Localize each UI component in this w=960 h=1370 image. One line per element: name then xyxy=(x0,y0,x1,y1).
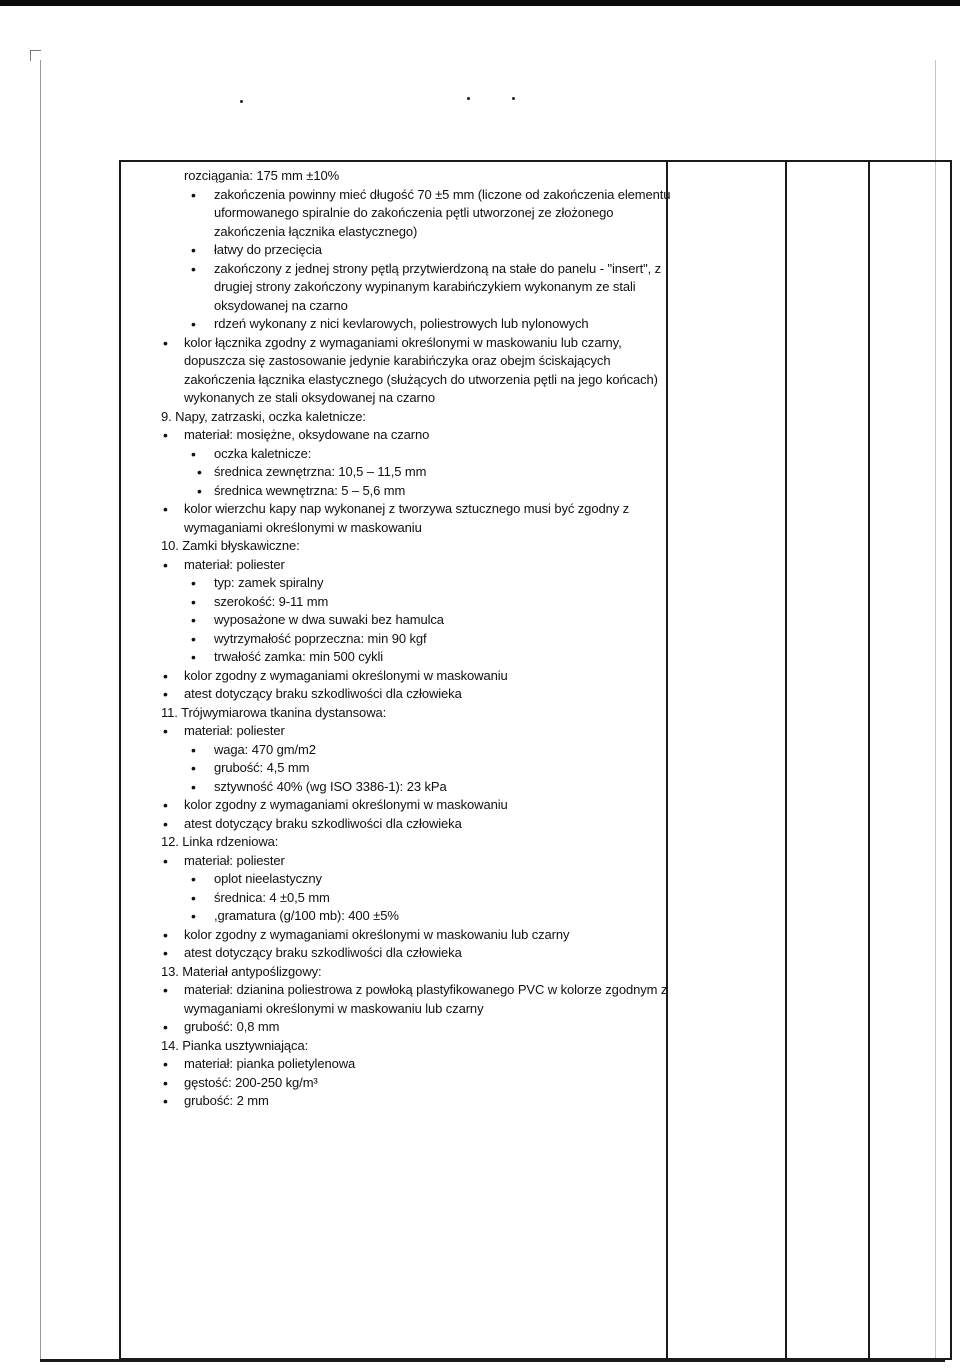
section-heading xyxy=(161,537,676,556)
section-number: 10. xyxy=(161,538,179,553)
section-number: 11. xyxy=(161,704,178,720)
list-item-text: średnica wewnętrzna: 5 – 5,6 mm xyxy=(214,482,406,498)
bullet-icon: • xyxy=(191,445,196,462)
list-item xyxy=(161,556,676,575)
list-item xyxy=(161,574,676,593)
bullet-icon: • xyxy=(163,815,168,832)
section-title: Trójwymiarowa tkanina dystansowa: xyxy=(181,704,387,720)
list-item xyxy=(161,981,676,1018)
section-heading xyxy=(161,833,676,852)
section-title: Linka rdzeniowa: xyxy=(182,834,279,849)
bullet-icon: • xyxy=(191,575,196,591)
list-item-text: materiał: mosiężne, oksydowane na czarno xyxy=(184,427,430,442)
list-item xyxy=(161,944,676,963)
list-item-text: sztywność 40% (wg ISO 3386-1): 23 kPa xyxy=(214,778,447,794)
list-item-text: kolor zgodny z wymaganiami określonymi w maskowaniu xyxy=(184,797,508,812)
bullet-icon: • xyxy=(163,982,168,998)
list-item xyxy=(161,167,676,186)
list-item-text: atest dotyczący braku szkodliwości dla człowieka xyxy=(184,945,462,960)
bullet-icon: • xyxy=(191,260,196,277)
list-item xyxy=(161,1055,676,1074)
bullet-icon: • xyxy=(191,778,196,795)
bullet-icon: • xyxy=(163,797,168,813)
list-item xyxy=(161,500,676,537)
list-item xyxy=(161,1018,676,1037)
list-item-text: kolor zgodny z wymaganiami określonymi w maskowaniu lub czarny xyxy=(184,926,570,942)
list-item-text: wytrzymałość poprzeczna: min 90 kgf xyxy=(214,630,427,646)
column-divider xyxy=(868,162,870,1358)
bullet-icon: • xyxy=(191,242,196,258)
list-item-text: kolor wierzchu kapy nap wykonanej z tworzywa sztucznego musi być zgodny z wymaganiami określonymi w maskowaniu xyxy=(184,501,630,535)
list-item xyxy=(161,1092,676,1111)
bullet-icon: • xyxy=(163,926,168,943)
specification-table xyxy=(119,160,952,1360)
specification-text xyxy=(161,167,676,1111)
list-item-text: grubość: 4,5 mm xyxy=(214,760,310,775)
section-number: 14. xyxy=(161,1037,179,1053)
section-heading xyxy=(161,1037,676,1056)
section-title: Zamki błyskawiczne: xyxy=(182,538,300,553)
list-item xyxy=(161,260,676,316)
section-number: 9. xyxy=(161,408,172,424)
list-item-text: średnica: 4 ±0,5 mm xyxy=(214,889,330,905)
list-item-text: materiał: dzianina poliestrowa z powłoką plastyfikowanego PVC w kolorze zgodnym z wymaganiami określonymi w maskowaniu lub czarny xyxy=(184,982,668,1016)
scan-speck xyxy=(240,100,243,103)
section-number: 13. xyxy=(161,963,179,979)
list-item xyxy=(161,796,676,815)
list-item-text: łatwy do przecięcia xyxy=(214,242,322,257)
bullet-icon: • xyxy=(191,593,196,610)
list-item-text: waga: 470 gm/m2 xyxy=(214,741,316,757)
list-item xyxy=(161,426,676,445)
list-item-text: trwałość zamka: min 500 cykli xyxy=(214,649,384,664)
list-item xyxy=(161,759,676,778)
list-item-text: kolor zgodny z wymaganiami określonymi w maskowaniu xyxy=(184,667,508,683)
scan-speck xyxy=(467,97,470,100)
list-item-text: materiał: poliester xyxy=(184,852,285,868)
section-title: Materiał antypoślizgowy: xyxy=(182,963,322,979)
bullet-icon: • xyxy=(191,908,196,924)
list-item xyxy=(161,593,676,612)
bullet-icon: • xyxy=(191,612,196,628)
bullet-icon: • xyxy=(191,186,196,203)
bullet-icon: • xyxy=(191,741,196,758)
list-item-text: gęstość: 200-250 kg/m³ xyxy=(184,1074,318,1090)
bullet-icon: • xyxy=(163,556,168,573)
list-item xyxy=(161,445,676,464)
section-heading xyxy=(161,704,676,723)
list-item xyxy=(161,186,676,242)
scan-speck xyxy=(512,97,515,100)
list-item xyxy=(161,315,676,334)
column-divider xyxy=(785,162,787,1358)
list-item xyxy=(161,1074,676,1093)
list-item-text: średnica zewnętrzna: 10,5 – 11,5 mm xyxy=(214,464,427,479)
list-item xyxy=(161,611,676,630)
list-item-text: rdzeń wykonany z nici kevlarowych, poliestrowych lub nylonowych xyxy=(214,316,589,331)
bullet-icon: • xyxy=(163,427,168,443)
list-item xyxy=(161,852,676,871)
list-item-text: atest dotyczący braku szkodliwości dla człowieka xyxy=(184,686,462,701)
bullet-icon: • xyxy=(163,1019,168,1035)
list-item-text: materiał: poliester xyxy=(184,723,285,738)
list-item-text: wyposażone w dwa suwaki bez hamulca xyxy=(214,612,444,627)
list-item-text: materiał: pianka polietylenowa xyxy=(184,1056,356,1071)
list-item xyxy=(161,241,676,260)
list-item xyxy=(161,815,676,834)
bullet-icon: • xyxy=(191,316,196,332)
section-heading xyxy=(161,963,676,982)
list-item-text: rozciągania: 175 mm ±10% xyxy=(184,168,340,183)
list-item xyxy=(161,889,676,908)
scan-edge-left xyxy=(40,60,41,1360)
bullet-icon: • xyxy=(163,334,168,351)
list-item xyxy=(161,482,676,501)
list-item-text: grubość: 2 mm xyxy=(184,1093,269,1108)
bullet-icon: • xyxy=(163,686,168,702)
list-item xyxy=(161,907,676,926)
list-item-text: atest dotyczący braku szkodliwości dla człowieka xyxy=(184,815,462,831)
list-item xyxy=(161,463,676,482)
bullet-icon: • xyxy=(163,723,168,739)
list-item-text: grubość: 0,8 mm xyxy=(184,1019,280,1034)
list-item-text: ,gramatura (g/100 mb): 400 ±5% xyxy=(214,908,399,923)
list-item xyxy=(161,722,676,741)
list-item xyxy=(161,648,676,667)
list-item xyxy=(161,870,676,889)
list-item-text: kolor łącznika zgodny z wymaganiami określonymi w maskowaniu lub czarny, dopuszcza się zastosowanie jedynie karabińczyka oraz obejm ściskających zakończenia łącznika elastycznego (służących do utworzenia pętli na jego końcach) wykonanych ze stali oksydowanej na czarno xyxy=(184,334,658,405)
list-item-text: oczka kaletnicze: xyxy=(214,445,312,461)
list-item-text: zakończony z jednej strony pętlą przytwierdzoną na stałe do panelu - "insert", z drugiej strony zakończony wypinanym karabińczykiem wykonanym ze stali oksydowanej na czarno xyxy=(214,260,662,313)
list-item xyxy=(161,926,676,945)
list-item-text: zakończenia powinny mieć długość 70 ±5 mm (liczone od zakończenia elementu uformowanego spiralnie do zakończenia pętli utworzonej ze złożonego zakończenia łącznika elastycznego) xyxy=(214,186,671,239)
bullet-icon: • xyxy=(191,630,196,647)
section-heading xyxy=(161,408,676,427)
list-item xyxy=(161,685,676,704)
bullet-icon: • xyxy=(163,1093,168,1109)
bullet-icon: • xyxy=(163,1056,168,1072)
section-number: 12. xyxy=(161,834,179,849)
list-item-text: szerokość: 9-11 mm xyxy=(214,593,329,609)
bullet-icon: • xyxy=(163,501,168,517)
list-item xyxy=(161,778,676,797)
list-item-text: typ: zamek spiralny xyxy=(214,575,324,590)
list-item-text: oplot nieelastyczny xyxy=(214,871,322,886)
bullet-icon: • xyxy=(197,464,202,480)
bullet-icon: • xyxy=(163,852,168,869)
bullet-icon: • xyxy=(191,871,196,887)
bullet-icon: • xyxy=(163,1074,168,1091)
list-item xyxy=(161,741,676,760)
bullet-icon: • xyxy=(191,760,196,776)
section-title: Napy, zatrzaski, oczka kaletnicze: xyxy=(175,408,366,424)
bullet-icon: • xyxy=(163,945,168,961)
section-title: Pianka usztywniająca: xyxy=(182,1037,309,1053)
list-item xyxy=(161,667,676,686)
bullet-icon: • xyxy=(163,667,168,684)
scan-edge-top xyxy=(0,0,960,6)
list-item xyxy=(161,630,676,649)
bullet-icon: • xyxy=(197,482,202,499)
list-item-text: materiał: poliester xyxy=(184,556,285,572)
list-item xyxy=(161,334,676,408)
bullet-icon: • xyxy=(191,649,196,665)
bullet-icon: • xyxy=(191,889,196,906)
